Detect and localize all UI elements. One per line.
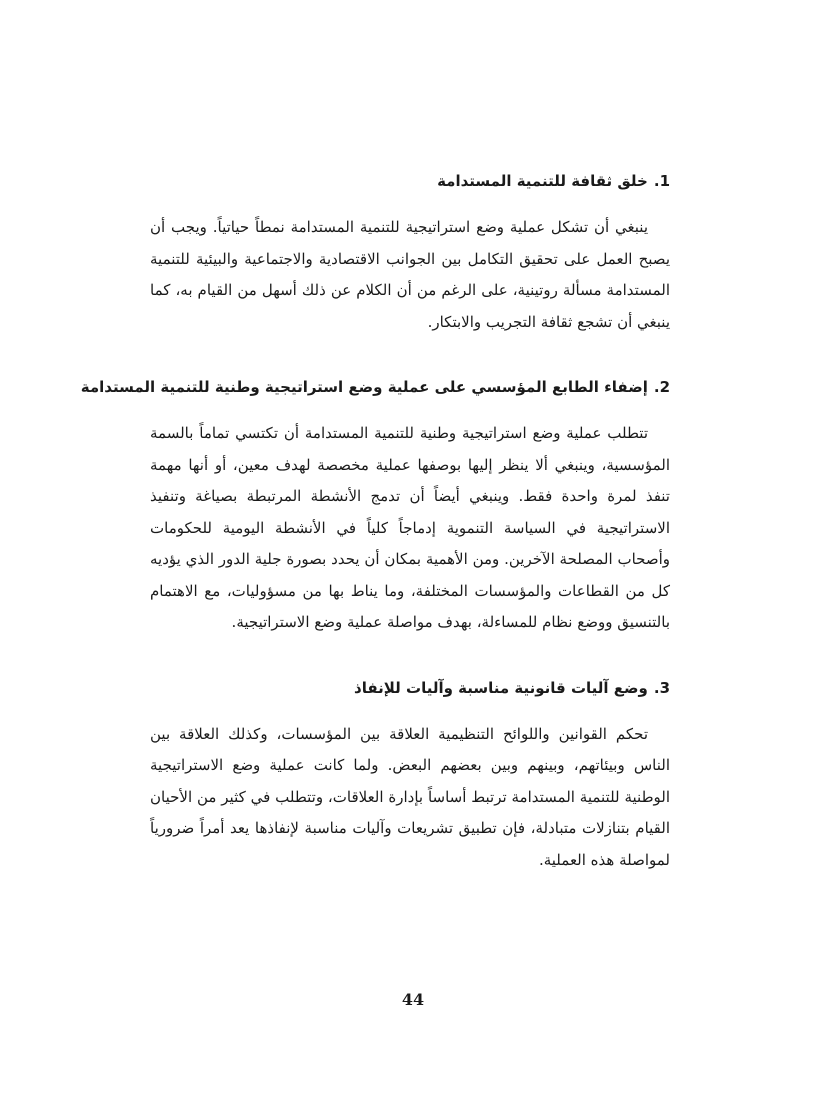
section-heading xyxy=(80,364,670,410)
section-1 xyxy=(150,158,670,338)
section-2 xyxy=(80,364,670,639)
section-paragraph: تتطلب عملية وضع استراتيجية وطنية للتنمية المستدامة أن تكتسي تماماً بالسمة المؤسسية، وينبغي ألا ينظر إليها بوصفها عملية مخصصة لهدف معين، أو أنها مهمة تنفذ لمرة واحدة فقط. وينبغي أيضاً أن تدمج الأنشطة المرتبطة بصياغة وتنفيذ الاستراتيجية في السياسة التنموية إدماجاً كلياً في الأنشطة اليومية للحكومات وأصحاب المصلحة الآخرين. ومن الأهمية بمكان أن يحدد بصورة جلية الدور الذي يؤديه كل من القطاعات والمؤسسات المختلفة، وما يناط بها من مسؤوليات، مع الاهتمام بالتنسيق ووضع نظام للمساءلة، بهدف مواصلة عملية وضع الاستراتيجية. xyxy=(150,424,670,631)
section-heading xyxy=(150,665,670,711)
section-3 xyxy=(150,665,670,877)
section-title: وضع آليات قانونية مناسبة وآليات للإنفاذ xyxy=(354,678,648,697)
page-number: 44 xyxy=(401,990,425,1009)
section-title: إضفاء الطابع المؤسسي على عملية وضع استراتيجية وطنية للتنمية المستدامة xyxy=(80,378,648,396)
section-title: خلق ثقافة للتنمية المستدامة xyxy=(437,172,648,190)
section-heading xyxy=(150,158,670,204)
section-paragraph: تحكم القوانين واللوائح التنظيمية العلاقة بين المؤسسات، وكذلك العلاقة بين الناس وبيئاتهم، وبينهم وبين بعضهم البعض. ولما كانت عملية وضع الاستراتيجية الوطنية للتنمية المستدامة ترتبط أساساً بإدارة العلاقات، وتتطلب في كثير من الأحيان القيام بتنازلات متبادلة، فإن تطبيق تشريعات وآليات مناسبة لإنفاذها يعد أمراً ضرورياً لمواصلة هذه العملية. xyxy=(150,724,670,869)
section-number: 3. xyxy=(653,678,670,697)
section-number: 1. xyxy=(653,172,670,190)
page-body xyxy=(80,158,670,902)
section-paragraph: ينبغي أن تشكل عملية وضع استراتيجية للتنمية المستدامة نمطاً حياتياً. ويجب أن يصبح العمل على تحقيق التكامل بين الجوانب الاقتصادية والاجتماعية والبيئية للتنمية المستدامة مسألة روتينية، على الرغم من أن الكلام عن ذلك أسهل من القيام به، كما ينبغي أن تشجع ثقافة التجريب والابتكار. xyxy=(150,218,670,331)
section-number: 2. xyxy=(653,378,670,396)
